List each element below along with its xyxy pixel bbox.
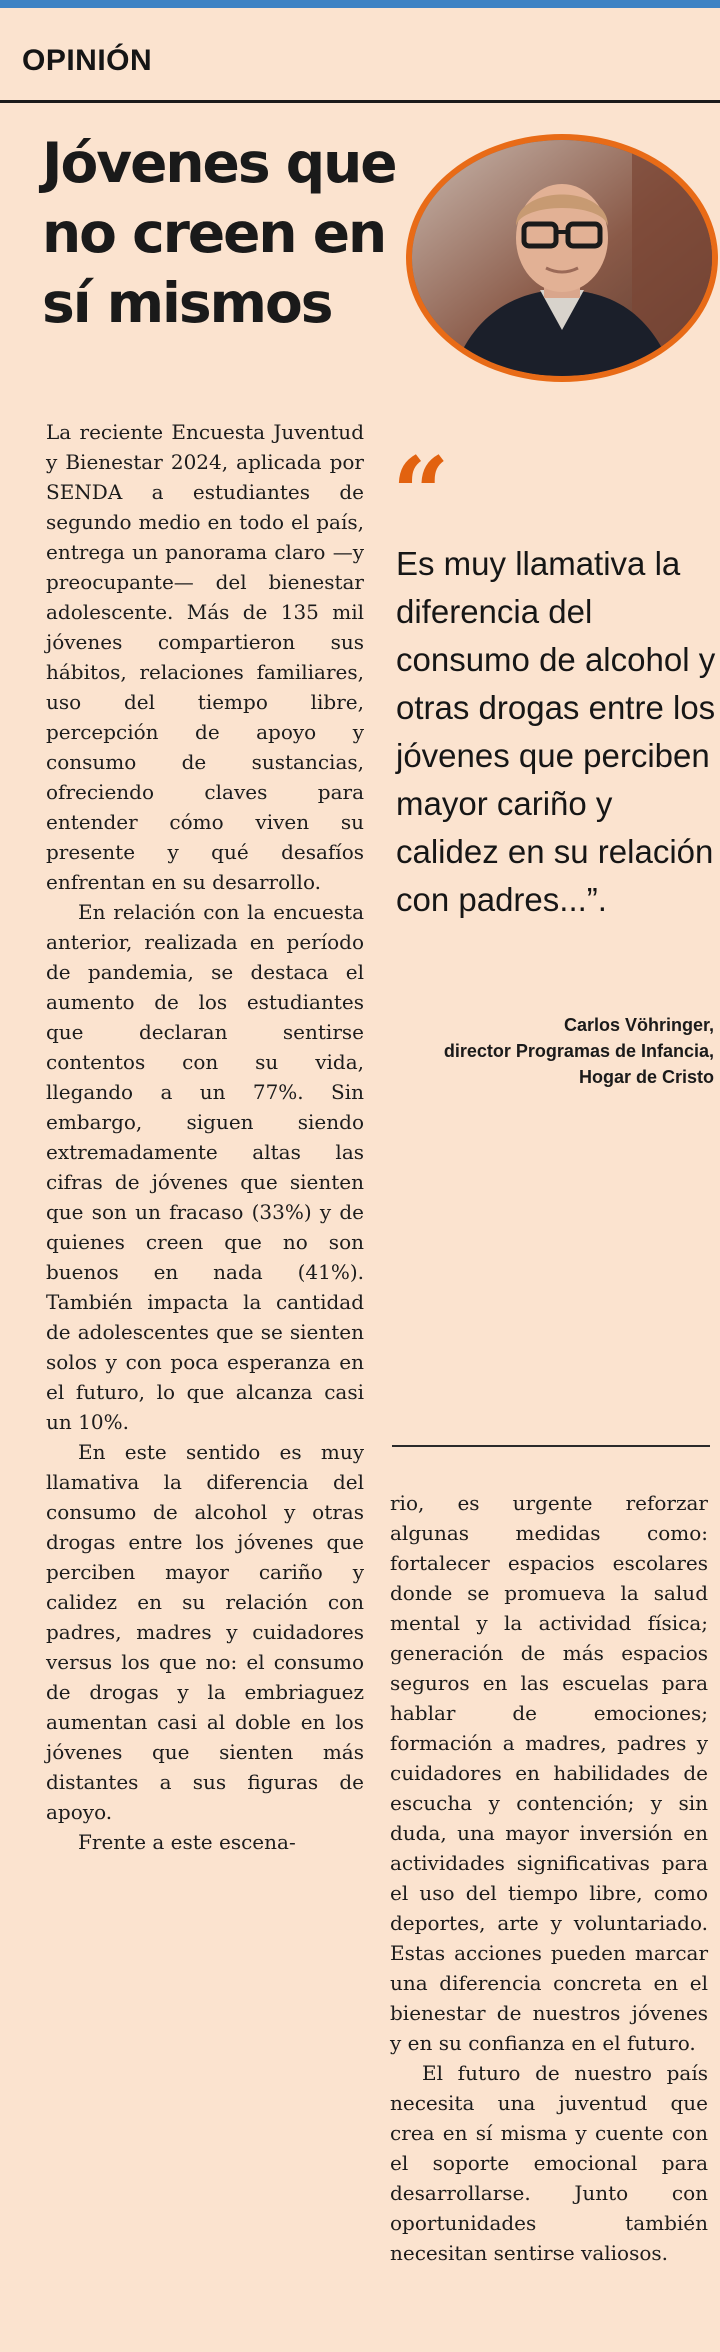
- author-portrait: [406, 134, 718, 382]
- paragraph: El futuro de nuestro país necesita una juventud que crea en sí misma y cuente con el soporte emocional para desarrollarse. Junto con oportunidades también necesitan sentirse valiosos.: [390, 2061, 708, 2265]
- quote-author: Carlos Vöhringer,: [563, 1015, 714, 1035]
- quote-divider: [392, 1445, 710, 1447]
- quote-author-organization: Hogar de Cristo: [578, 1067, 714, 1087]
- pull-quote: Es muy llamativa la diferencia del consumo de alcohol y otras drogas entre los jóvenes que perciben mayor cariño y calidez en su relación con padres...”.: [396, 545, 716, 918]
- paragraph: La reciente Encuesta Juventud y Bienestar 2024, aplicada por SENDA a estudiantes de segundo medio en todo el país, entrega un panorama claro —y preocupante— del bienestar adolescente. Más de 135 mil jóvenes compartieron sus hábitos, relaciones familiares, uso del tiempo libre, percepción de apoyo y consumo de sustancias, ofreciendo claves para entender cómo viven su presente y qué desafíos enfrentan en su desarrollo.: [46, 420, 364, 894]
- section-label: OPINIÓN: [22, 44, 153, 77]
- article-body-right-column: [390, 1488, 708, 2268]
- paragraph: rio, es urgente reforzar algunas medidas como: fortalecer espacios escolares donde se promueva la salud mental y la actividad física; generación de más espacios seguros en las escuelas para hablar de emociones; formación a madres, padres y cuidadores en habilidades de escucha y contención; y sin duda, una mayor inversión en actividades significativas para el uso del tiempo libre, como deportes, arte y voluntariado. Estas acciones pueden marcar una diferencia concreta en el bienestar de nuestros jóvenes y en su confianza en el futuro.: [390, 1491, 708, 2055]
- section-divider: [0, 100, 720, 103]
- top-color-bar: [0, 0, 720, 8]
- paragraph: Frente a este escena-: [78, 1830, 296, 1854]
- quote-author-role: director Programas de Infancia,: [443, 1041, 714, 1061]
- quote-attribution: [374, 1012, 714, 1090]
- paragraph: En este sentido es muy llamativa la diferencia del consumo de alcohol y otras drogas entre los jóvenes que perciben mayor cariño y calidez en su relación con padres, madres y cuidadores versus los que no: el consumo de drogas y la embriaguez aumentan casi al doble en los jóvenes que sienten más distantes a sus figuras de apoyo.: [46, 1440, 364, 1824]
- article-body-left-column: [46, 417, 364, 2317]
- article-headline: Jóvenes que no creen en sí mismos: [42, 131, 396, 335]
- paragraph: En relación con la encuesta anterior, realizada en período de pandemia, se destaca el aumento de los estudiantes que declaran sentirse contentos con su vida, llegando a un 77%. Sin embargo, siguen siendo extremadamente altas las cifras de jóvenes que sienten que son un fracaso (33%) y de quienes creen que no son buenos en nada (41%). También impacta la cantidad de adolescentes que se sienten solos y con poca esperanza en el futuro, lo que alcanza casi un 10%.: [46, 900, 364, 1434]
- author-portrait-icon: [412, 140, 712, 376]
- quote-mark-icon: “: [392, 435, 450, 553]
